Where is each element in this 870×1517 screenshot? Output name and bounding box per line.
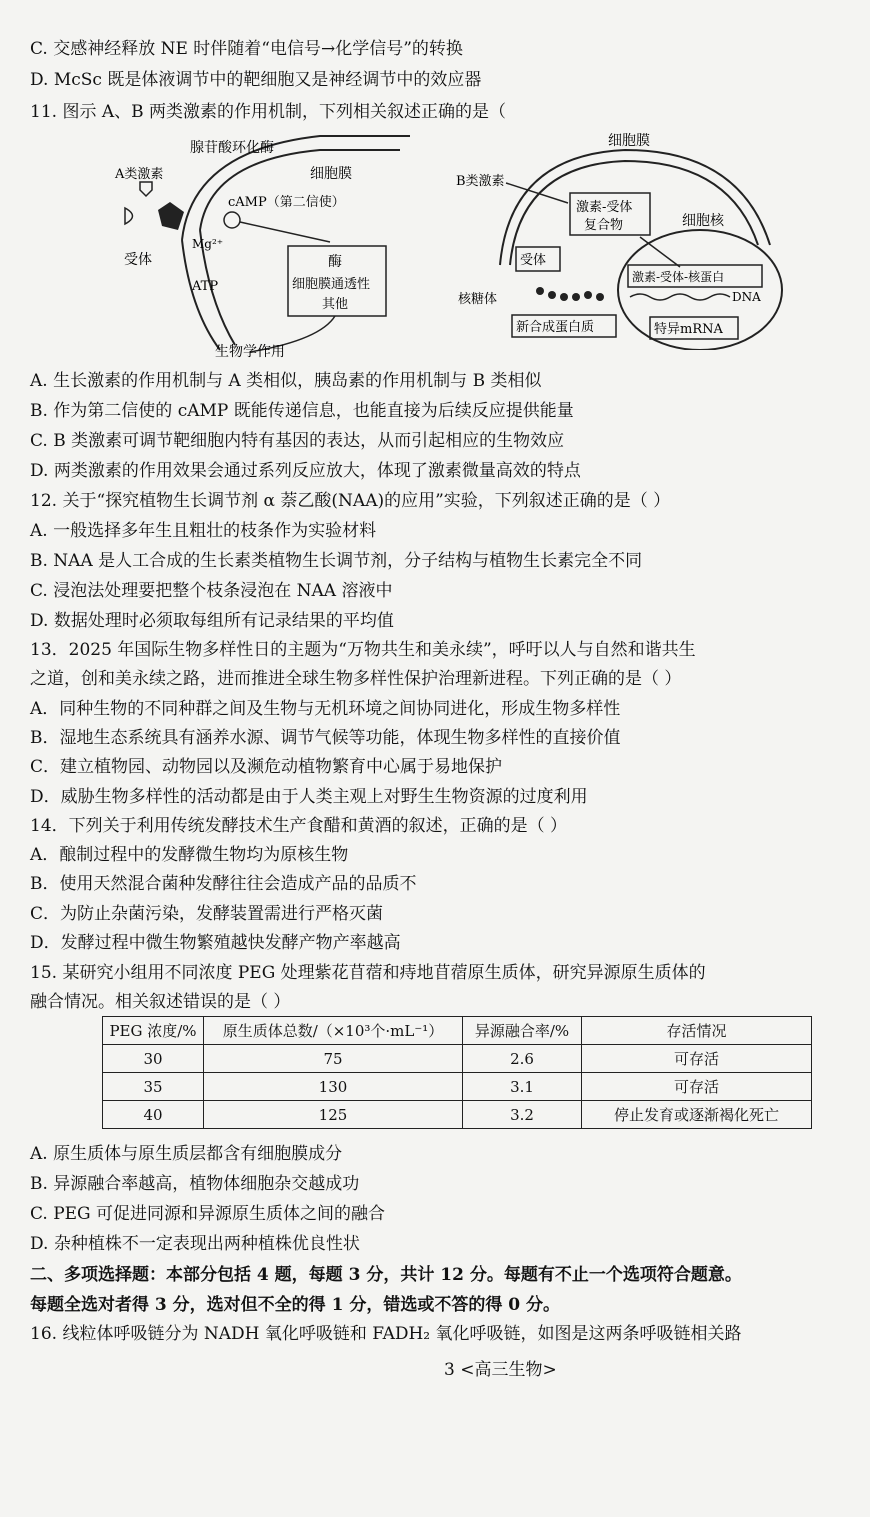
camp-label: cAMP（第二信使） xyxy=(228,195,345,210)
q16-stem: 16. 线粒体呼吸链分为 NADH 氧化呼吸链和 FADH₂ 氧化呼吸链，如图是这两条呼吸链相关路 xyxy=(30,1324,742,1344)
bio-effect-label: 生物学作用 xyxy=(215,344,285,360)
q13-option-a: A．同种生物的不同种群之间及生物与无机环境之间协同进化，形成生物多样性 xyxy=(30,699,621,719)
q12-option-d: D. 数据处理时必须取每组所有记录结果的平均值 xyxy=(30,611,394,631)
mg-label: Mg²⁺ xyxy=(192,237,224,251)
q14-stem: 14．下列关于利用传统发酵技术生产食醋和黄酒的叙述，正确的是（ ） xyxy=(30,816,568,836)
q15-option-a: A. 原生质体与原生质层都含有细胞膜成分 xyxy=(30,1144,343,1164)
q12-option-a: A. 一般选择多年生且粗壮的枝条作为实验材料 xyxy=(30,521,377,541)
table-cell: 40 xyxy=(103,1101,204,1129)
complex-line2: 复合物 xyxy=(584,218,624,233)
diagram-b-hormone-mechanism xyxy=(450,125,790,350)
table-header: 原生质体总数/（×10³个·mL⁻¹） xyxy=(204,1017,463,1045)
q13-option-c: C．建立植物园、动物园以及濒危动植物繁育中心属于易地保护 xyxy=(30,757,503,777)
table-header-row xyxy=(103,1017,812,1045)
q12-option-c: C. 浸泡法处理要把整个枝条浸泡在 NAA 溶液中 xyxy=(30,581,393,601)
table-cell: 35 xyxy=(103,1073,204,1101)
page-footer: 3 <高三生物> xyxy=(444,1360,557,1380)
table-row xyxy=(103,1045,812,1073)
q11-option-d: D. 两类激素的作用效果会通过系列反应放大，体现了激素微量高效的特点 xyxy=(30,461,581,481)
hormone-d-shape xyxy=(125,208,133,224)
table-header: 存活情况 xyxy=(582,1017,812,1045)
q13-stem-1: 13．2025 年国际生物多样性日的主题为“万物共生和美永续”，呼吁以人与自然和谐共生 xyxy=(30,640,696,660)
receptor-complex xyxy=(158,202,184,230)
q13-stem-2: 之道，创和美永续之路，进而推进全球生物多样性保护治理新进程。下列正确的是（ ） xyxy=(30,669,682,689)
q12-option-b: B. NAA 是人工合成的生长素类植物生长调节剂，分子结构与植物生长素完全不同 xyxy=(30,551,643,571)
q11-option-a: A. 生长激素的作用机制与 A 类相似，胰岛素的作用机制与 B 类相似 xyxy=(30,371,542,391)
q15-stem-2: 融合情况。相关叙述错误的是（ ） xyxy=(30,992,291,1012)
q14-option-d: D．发酵过程中微生物繁殖越快发酵产物产率越高 xyxy=(30,933,401,953)
box-permeability: 细胞膜通透性 xyxy=(292,277,371,292)
q12-stem: 12. 关于“探究植物生长调节剂 α 萘乙酸(NAA)的应用”实验，下列叙述正确的是（ ） xyxy=(30,491,671,511)
q14-option-c: C．为防止杂菌污染，发酵装置需进行严格灭菌 xyxy=(30,904,384,924)
table-cell: 30 xyxy=(103,1045,204,1073)
table-cell: 可存活 xyxy=(582,1045,812,1073)
box-other: 其他 xyxy=(322,297,349,312)
complex-line1: 激素-受体 xyxy=(576,200,633,215)
q15-option-d: D. 杂种植株不一定表现出两种植株优良性状 xyxy=(30,1234,360,1254)
dna-label: DNA xyxy=(732,290,761,304)
a-hormone-shape xyxy=(140,182,152,196)
q11-option-c: C. B 类激素可调节靶细胞内特有基因的表达，从而引起相应的生物效应 xyxy=(30,431,565,451)
table-cell: 3.1 xyxy=(463,1073,582,1101)
q13-option-d: D．威胁生物多样性的活动都是由于人类主观上对野生生物资源的过度利用 xyxy=(30,787,588,807)
ribosome-label: 核糖体 xyxy=(458,292,498,307)
q10-option-c: C. 交感神经释放 NE 时伴随着“电信号→化学信号”的转换 xyxy=(30,39,463,59)
protein-label: 新合成蛋白质 xyxy=(516,320,595,335)
table-row xyxy=(103,1073,812,1101)
receptor-b-label: 受体 xyxy=(520,253,547,268)
q14-option-b: B．使用天然混合菌种发酵往往会造成产品的品质不 xyxy=(30,874,417,894)
q15-option-c: C. PEG 可促进同源和异源原生质体之间的融合 xyxy=(30,1204,386,1224)
q14-option-a: A．酿制过程中的发酵微生物均为原核生物 xyxy=(30,845,349,865)
nuclear-complex-label: 激素-受体-核蛋白 xyxy=(632,270,725,284)
table-row xyxy=(103,1101,812,1129)
table-header: PEG 浓度/% xyxy=(103,1017,204,1045)
membrane-a-label: 细胞膜 xyxy=(310,166,352,182)
q13-option-b: B．湿地生态系统具有涵养水源、调节气候等功能，体现生物多样性的直接价值 xyxy=(30,728,621,748)
atp-label: ATP xyxy=(192,279,219,294)
nucleus-label: 细胞核 xyxy=(682,213,724,229)
a-hormone-label: A类激素 xyxy=(115,167,164,182)
q15-stem-1: 15. 某研究小组用不同浓度 PEG 处理紫花苜蓿和痔地苜蓿原生质体，研究异源原生质体的 xyxy=(30,963,706,983)
q15-option-b: B. 异源融合率越高，植物体细胞杂交越成功 xyxy=(30,1174,360,1194)
table-header: 异源融合率/% xyxy=(463,1017,582,1045)
peg-fusion-table xyxy=(102,1016,812,1129)
table-cell: 130 xyxy=(204,1073,463,1101)
q10-option-d: D. McSc 既是体液调节中的靶细胞又是神经调节中的效应器 xyxy=(30,70,482,90)
table-cell: 3.2 xyxy=(463,1101,582,1129)
section-2-scoring: 每题全选对者得 3 分，选对但不全的得 1 分，错选或不答的得 0 分。 xyxy=(30,1295,560,1315)
receptor-a-label: 受体 xyxy=(124,252,152,268)
q11-stem: 11. 图示 A、B 两类激素的作用机制，下列相关叙述正确的是（ xyxy=(30,102,507,122)
b-hormone-label: B类激素 xyxy=(456,174,505,189)
mrna-label: 特异mRNA xyxy=(654,322,723,337)
table-cell: 可存活 xyxy=(582,1073,812,1101)
table-cell: 2.6 xyxy=(463,1045,582,1073)
enzyme-label: 腺苷酸环化酶 xyxy=(190,140,274,156)
camp-circle xyxy=(224,212,240,228)
membrane-b-label: 细胞膜 xyxy=(608,133,650,149)
q11-option-b: B. 作为第二信使的 cAMP 既能传递信息，也能直接为后续反应提供能量 xyxy=(30,401,574,421)
section-2-heading: 二、多项选择题：本部分包括 4 题，每题 3 分，共计 12 分。每题有不止一个选项符合题意。 xyxy=(30,1265,742,1285)
table-cell: 125 xyxy=(204,1101,463,1129)
table-cell: 75 xyxy=(204,1045,463,1073)
diagram-a-hormone-mechanism xyxy=(100,130,430,365)
box-enzyme: 酶 xyxy=(328,254,342,270)
table-cell: 停止发育或逐渐褐化死亡 xyxy=(582,1101,812,1129)
